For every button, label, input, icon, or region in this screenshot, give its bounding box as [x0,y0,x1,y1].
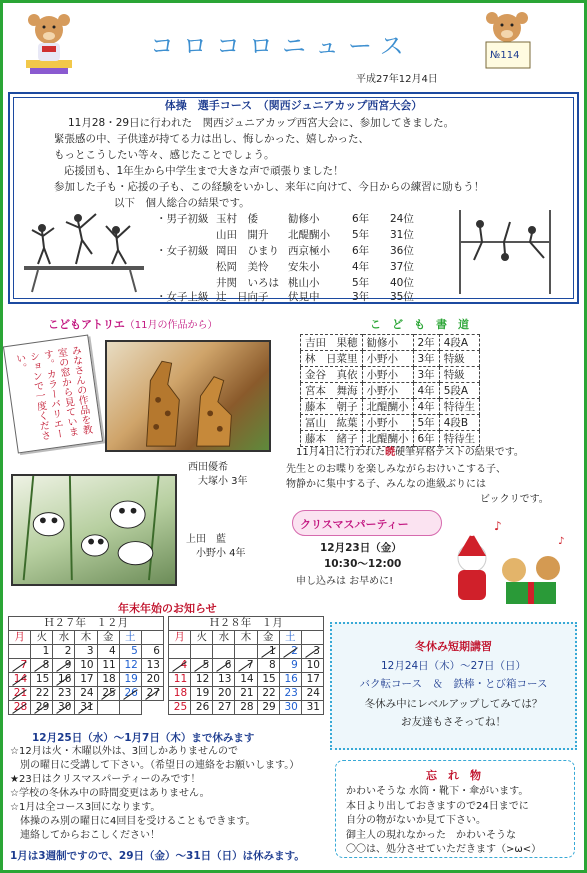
calendar-day: 7 [9,659,31,673]
weekday-header: 火 [191,631,213,645]
gymnastics-title: 体操 選手コース （関西ジュニアカップ西宮大会） [164,99,423,112]
gymnastics-line: もっとこうしたい等々、感じたことでしょう。 [54,149,275,161]
calendar-december [8,616,164,715]
calendar-day: 20 [213,687,235,701]
gymnastics-section [8,92,579,304]
santa-bears-illustration [450,518,574,608]
work1-school: 大塚小 3年 [198,476,248,487]
calendar-day: 31 [302,701,324,715]
calendar-day: 26 [191,701,213,715]
xmas-time: 10:30～12:00 [324,558,402,570]
xmas-party-box [292,510,442,588]
calendar-day: 10 [302,659,324,673]
issue-date: 平成27年12月4日 [356,74,438,85]
calendar-day: 6 [142,645,164,659]
calendar-january [168,616,324,715]
calendar-december-grid [8,630,164,715]
calendar-day: 7 [235,659,257,673]
calendar-day: 20 [142,673,164,687]
note-line: 連絡してからおこしください！ [10,830,160,841]
calendar-day: 12 [120,659,142,673]
result-row: 井関 いろは 桃山小 5年 40位 [216,277,414,289]
calendar-day: 21 [9,687,31,701]
calendar-day: 13 [142,659,164,673]
calendar-day: 29 [31,701,53,715]
january-closure: 1月は3週制ですので、29日（金）～31日（日）は休みます。 [10,850,305,862]
calendar-day: 5 [191,659,213,673]
weekday-header: 火 [31,631,53,645]
calendar-day: 3 [75,645,97,659]
panda-artwork [11,474,177,586]
calendar-day: 3 [302,645,324,659]
weekday-header: 土 [120,631,142,645]
calendar-day: 8 [31,659,53,673]
xmas-title: クリスマスパーティー [300,518,409,531]
weekday-header: 土 [280,631,302,645]
calendar-day: 11 [169,673,191,687]
table-row: 冨山 紘葉 小野小 5年 4段B [301,415,480,431]
holiday-period: 12月25日（水）～1月7日（木）まで休みます [32,732,255,744]
note-line: ☆12月は火・木曜以外は、3回しかありませんので [10,746,239,757]
winter-title: 冬休み短期講習 [415,640,492,653]
note-line: 体操のみ別の曜日に4回目を受けることもできます。 [10,816,256,827]
shodo-results-table [300,334,480,447]
calendar-day: 22 [258,687,280,701]
weekday-header [302,631,324,645]
winter-line: 冬休み中にレベルアップしてみては？ [364,698,543,710]
calendar-day [191,645,213,659]
calendar-day: 16 [53,673,75,687]
issue-badge: №114 [490,50,520,61]
weekday-header: 水 [213,631,235,645]
calendar-day [213,645,235,659]
newsletter-title: コロコロニュース [150,32,413,60]
gymnastics-line: 11月28・29日に行われた 関西ジュニアカップ西宮大会に、参加してきました。 [68,117,455,129]
calendar-day: 15 [258,673,280,687]
bar-gymnast-illustration [440,202,570,297]
shodo-comment: ビックリです。 [480,494,549,505]
calendar-day: 17 [75,673,97,687]
work2-school: 小野小 4年 [196,548,246,559]
result-row: ・女子初級 岡田 ひまり 西京極小 6年 36位 [156,245,414,257]
calendar-day: 29 [258,701,280,715]
calendar-day: 9 [53,659,75,673]
calendar-day: 31 [75,701,97,715]
winter-courses: バク転コース ＆ 鉄棒・とび箱コース [359,678,548,690]
lost-title: 忘 れ 物 [426,769,481,782]
note-line: 別の曜日に受講して下さい。（希望日の連絡をお願いします。） [10,760,300,771]
calendar-day [98,701,120,715]
calendar-day: 17 [302,673,324,687]
shodo-title: こ ど も 書 道 [370,318,469,331]
table-row: 宮本 舞海 小野小 4年 5段A [301,383,480,399]
winter-dates: 12月24日（木）～27日（日） [380,660,527,672]
calendar-day [235,645,257,659]
shodo-comment: 物静かに集中する子、みんなの進級ぶりには [286,479,486,490]
note-line: ☆1月は全コース3回になります。 [10,802,161,813]
calendar-january-title: Ｈ２８年 １月 [168,616,324,630]
calendar-january-grid [168,630,324,715]
winter-course-box [330,622,577,750]
newyear-notes [10,745,299,843]
calendar-day: 27 [213,701,235,715]
calendar-day: 30 [280,701,302,715]
calendar-day: 22 [31,687,53,701]
lost-text: かわいそうな 水筒・靴下・傘がいます。 本日より出しておきますので24日までに 自分の物がないか見て下さい。 御主人の現れなかった かわいそうな 〇〇は、処分させていただきます（>ω<） [346,786,542,855]
xmas-apply: 申し込みは お早めに! [296,576,394,587]
calendar-day: 28 [9,701,31,715]
weekday-header: 水 [53,631,75,645]
calendar-day: 18 [169,687,191,701]
calendar-day [169,645,191,659]
work2-name: 上田 藍 [186,534,226,545]
result-row: 松岡 美怜 安朱小 4年 37位 [216,261,414,273]
calendar-day: 23 [53,687,75,701]
atelier-note-card [3,335,103,454]
note-line: ☆学校の冬休み中の時間変更はありません。 [10,788,210,799]
calendar-day: 15 [31,673,53,687]
weekday-header: 木 [75,631,97,645]
calendar-day: 19 [191,687,213,701]
gymnastics-line: 緊張感の中、子供達が持てる力は出し、悔しかった、嬉しかった、 [54,133,369,145]
calendar-day: 28 [235,701,257,715]
result-row: 山田 開升 北醍醐小 5年 31位 [216,229,414,241]
calendar-day [120,701,142,715]
gymnastics-line: 応援団も、1年生から中学生まで大きな声で頑張りました！ [64,165,344,177]
winter-line: お友達もさそってね！ [401,716,506,728]
calendar-day: 16 [280,673,302,687]
calendar-day: 18 [98,673,120,687]
atelier-title: こどもアトリエ（11月の作品から） [48,318,218,331]
calendar-day: 25 [98,687,120,701]
calendar-day: 25 [169,701,191,715]
calendar-day: 21 [235,687,257,701]
weekday-header: 月 [9,631,31,645]
calendar-day: 11 [98,659,120,673]
calendar-day: 6 [213,659,235,673]
svg-text:♪: ♪ [494,519,502,533]
weekday-header [142,631,164,645]
calendar-day: 24 [302,687,324,701]
weekday-header: 金 [258,631,280,645]
lost-and-found-box [335,760,575,858]
calendar-day: 26 [120,687,142,701]
xmas-date: 12月23日（金） [320,542,402,554]
calendar-day: 19 [120,673,142,687]
table-row: 藤本 朝子 北醍醐小 4年 特待生 [301,399,480,415]
calendar-day: 4 [169,659,191,673]
calendar-day: 13 [213,673,235,687]
weekday-header: 月 [169,631,191,645]
gymnastics-line: 参加した子も・応援の子も、この経験をいかし、来年に向けて、今日からの練習に励もう！ [54,181,485,193]
calendar-day: 30 [53,701,75,715]
calendar-day: 1 [31,645,53,659]
calendar-day: 24 [75,687,97,701]
bear-left-icon [22,8,76,78]
balance-beam-illustration [18,204,150,294]
calendar-day: 14 [235,673,257,687]
calendar-day: 8 [258,659,280,673]
giraffe-artwork [105,340,271,452]
shodo-comment: 先生とのお喋りを楽しみながらおけいこする子、 [286,464,506,475]
gymnastics-line: 以下 個人総合の結果です。 [114,197,250,209]
table-row: 林 日菜里 小野小 3年 特級 [301,351,480,367]
note-line: ★23日はクリスマスパーティーのみです！ [10,774,201,785]
calendar-december-title: Ｈ２７年 １２月 [8,616,164,630]
calendar-day: 2 [53,645,75,659]
work1-name: 西田優希 [188,462,228,473]
calendar-day: 9 [280,659,302,673]
shodo-note: 11月4日に行われた暁硬筆昇格テストの結果です。 [296,447,524,458]
atelier-note-text: みなさんの作品を教室の窓から見ています。カラーバリエーションで一度ください。 [13,344,92,442]
calendar-day: 2 [280,645,302,659]
weekday-header: 金 [98,631,120,645]
bear-right-icon [478,8,538,78]
calendar-day: 27 [142,687,164,701]
svg-text:♪: ♪ [558,536,565,547]
weekday-header: 木 [235,631,257,645]
calendar-day: 5 [120,645,142,659]
calendar-day: 23 [280,687,302,701]
table-row: 藤本 緒子 北醍醐小 6年 特待生 [301,431,480,447]
calendar-day: 12 [191,673,213,687]
calendar-day [9,645,31,659]
calendar-day: 10 [75,659,97,673]
table-row: 吉田 果穂 勧修小 2年 4段A [301,335,480,351]
calendar-day: 4 [98,645,120,659]
newyear-title: 年末年始のお知らせ [118,602,217,615]
calendar-day: 1 [258,645,280,659]
table-row: 金谷 真依 小野小 3年 特級 [301,367,480,383]
calendar-day: 14 [9,673,31,687]
result-row: ・男子初級 玉村 倭 勧修小 6年 24位 [156,213,414,225]
result-row: ・女子上級 辻 日向子 伏見中 3年 35位 [156,291,414,303]
